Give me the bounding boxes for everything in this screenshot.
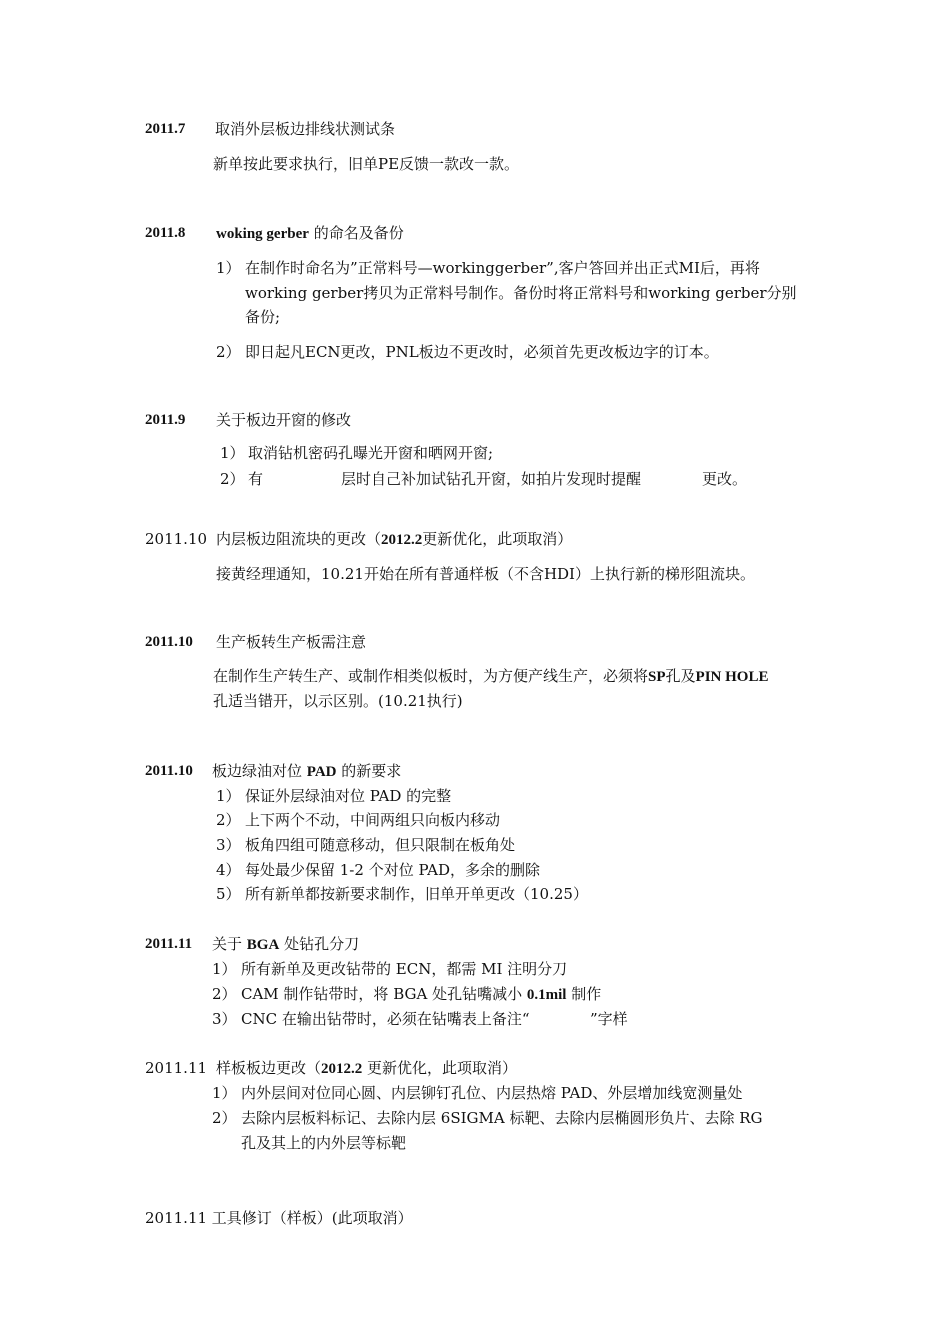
s7-title bbox=[212, 934, 359, 955]
s6-item5: 所有新单都按新要求制作，旧单开单更改（10.25） bbox=[245, 885, 588, 903]
s6-title-a: 板边绿油对位 bbox=[212, 762, 307, 780]
s8-title bbox=[216, 1058, 517, 1079]
s5-line1-b: SP bbox=[648, 669, 666, 685]
s8-title-c: 更新优化，此项取消） bbox=[362, 1059, 518, 1077]
s7-item2-a: CAM 制作钻带时，将 BGA 处孔钻嘴减小 bbox=[241, 985, 527, 1003]
s3-title: 关于板边开窗的修改 bbox=[216, 411, 352, 429]
s7-item2 bbox=[241, 984, 601, 1005]
s6-item2: 上下两个不动，中间两组只向板内移动 bbox=[245, 811, 501, 829]
s7-item3-num: 3） bbox=[212, 1010, 237, 1028]
s3-item2-b: 层时自己补加试钻孔开窗，如拍片发现时提醒 bbox=[341, 470, 642, 488]
s5-line1-d: PIN HOLE bbox=[695, 669, 769, 685]
s4-body: 接黄经理通知，10.21开始在所有普通样板（不含HDI）上执行新的梯形阻流块。 bbox=[216, 565, 755, 583]
s3-item1-num: 1） bbox=[220, 444, 245, 462]
s1-date: 2011.7 bbox=[145, 121, 186, 137]
s2-item1-line1: 在制作时命名为”正常料号—workinggerber”,客户答回并出正式MI后，再将 bbox=[245, 259, 760, 277]
s6-item1-num: 1） bbox=[216, 787, 241, 805]
s6-item4-num: 4） bbox=[216, 861, 241, 879]
s4-title-b: 2012.2 bbox=[381, 532, 423, 548]
s3-item2-a: 有 bbox=[248, 470, 264, 488]
s4-title-a: 内层板边阻流块的更改（ bbox=[216, 530, 382, 548]
s3-item2-num: 2） bbox=[220, 470, 245, 488]
s5-line1-c: 孔及 bbox=[665, 667, 696, 685]
s5-date: 2011.10 bbox=[145, 634, 193, 650]
s6-item3: 板角四组可随意移动，但只限制在板角处 bbox=[245, 836, 516, 854]
s3-date: 2011.9 bbox=[145, 412, 186, 428]
s8-item2-line2: 孔及其上的内外层等标靶 bbox=[241, 1134, 407, 1152]
s7-title-b: BGA bbox=[246, 937, 280, 953]
s7-title-a: 关于 bbox=[212, 935, 247, 953]
s2-date: 2011.8 bbox=[145, 225, 186, 241]
s7-item2-c: 制作 bbox=[566, 985, 602, 1003]
s1-body: 新单按此要求执行，旧单PE反馈一款改一款。 bbox=[213, 155, 520, 173]
s2-title-bold: woking gerber bbox=[216, 226, 309, 242]
s4-title bbox=[216, 529, 572, 550]
s1-title: 取消外层板边排线状测试条 bbox=[215, 120, 396, 138]
s7-item2-b: 0.1mil bbox=[526, 987, 567, 1003]
s6-title-b: PAD bbox=[306, 764, 337, 780]
s9-title: 2011.11 工具修订（样板）(此项取消） bbox=[145, 1209, 413, 1227]
s7-item3-a: CNC 在输出钻带时，必须在钻嘴表上备注“ bbox=[241, 1010, 530, 1028]
s6-item3-num: 3） bbox=[216, 836, 241, 854]
s7-item1-num: 1） bbox=[212, 960, 237, 978]
s4-title-c: 更新优化，此项取消） bbox=[422, 530, 573, 548]
s6-title-c: 的新要求 bbox=[336, 762, 402, 780]
s2-item2-num: 2） bbox=[216, 343, 241, 361]
s5-line1-a: 在制作生产转生产、或制作相类似板时，为方便产线生产，必须将 bbox=[213, 667, 649, 685]
s6-date: 2011.10 bbox=[145, 763, 193, 779]
s7-item1: 所有新单及更改钻带的 ECN，都需 MI 注明分刀 bbox=[241, 960, 568, 978]
s6-title bbox=[212, 761, 401, 782]
s2-title bbox=[216, 223, 404, 244]
s5-line2: 孔适当错开，以示区别。(10.21执行) bbox=[213, 692, 463, 710]
s3-item1: 取消钻机密码孔曝光开窗和晒网开窗; bbox=[248, 444, 494, 462]
s2-item2: 即日起凡ECN更改，PNL板边不更改时，必须首先更改板边字的订本。 bbox=[245, 343, 719, 361]
s7-title-c: 处钻孔分刀 bbox=[279, 935, 360, 953]
s8-title-a: 样板板边更改（ bbox=[216, 1059, 322, 1077]
s8-item1: 内外层间对位同心圆、内层铆钉孔位、内层热熔 PAD、外层增加线宽测量处 bbox=[241, 1084, 743, 1102]
s8-item1-num: 1） bbox=[212, 1084, 237, 1102]
s5-title: 生产板转生产板需注意 bbox=[216, 633, 367, 651]
s2-item1-line3: 备份; bbox=[245, 308, 281, 326]
s3-item2-c: 更改。 bbox=[702, 470, 748, 488]
s8-title-b: 2012.2 bbox=[321, 1061, 363, 1077]
s8-item2-num: 2） bbox=[212, 1109, 237, 1127]
s4-date: 2011.10 bbox=[145, 530, 208, 548]
s8-item2-line1: 去除内层板料标记、去除内层 6SIGMA 标靶、去除内层椭圆形负片、去除 RG bbox=[241, 1109, 763, 1127]
s6-item1: 保证外层绿油对位 PAD 的完整 bbox=[245, 787, 452, 805]
s5-line1 bbox=[213, 666, 768, 687]
s2-item1-line2: working gerber拷贝为正常料号制作。备份时将正常料号和working gerber分别 bbox=[245, 284, 797, 302]
s7-date: 2011.11 bbox=[145, 936, 193, 952]
s7-item3-b: ”字样 bbox=[590, 1010, 628, 1028]
s7-item2-num: 2） bbox=[212, 985, 237, 1003]
s6-item2-num: 2） bbox=[216, 811, 241, 829]
s2-title-rest: 的命名及备份 bbox=[308, 224, 404, 242]
s6-item4: 每处最少保留 1-2 个对位 PAD，多余的删除 bbox=[245, 861, 541, 879]
s2-item1-num: 1） bbox=[216, 259, 241, 277]
s6-item5-num: 5） bbox=[216, 885, 241, 903]
s8-date: 2011.11 bbox=[145, 1059, 208, 1077]
